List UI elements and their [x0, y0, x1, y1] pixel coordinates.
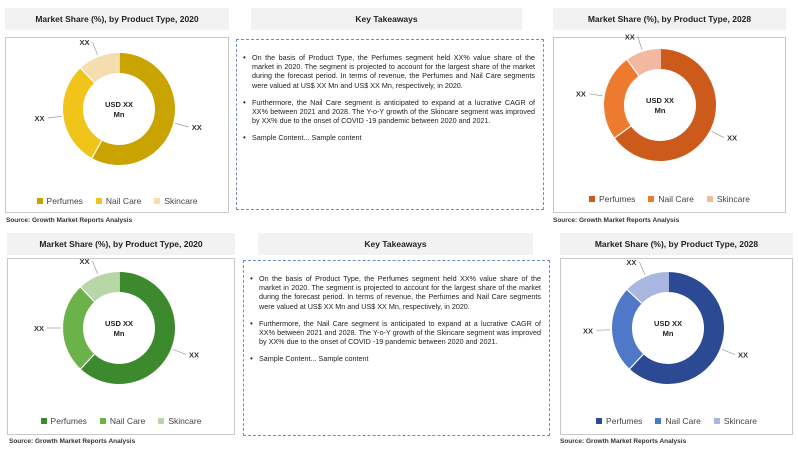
slice-value-label: XX	[737, 350, 748, 360]
chart-legend	[554, 194, 785, 204]
legend-swatch	[158, 418, 164, 424]
donut-chart-2028	[553, 32, 786, 213]
legend-item-perfumes	[589, 194, 635, 204]
donut-center-label: USD XX	[105, 319, 133, 328]
legend-label: Skincare	[723, 416, 757, 426]
slice-leader-line	[92, 42, 97, 55]
legend-label: Perfumes	[599, 194, 636, 204]
donut-slice-skincare	[633, 59, 660, 68]
takeaway-item: • On the basis of Product Type, the Perfumes segment held XX% value share of the market in 2020. The segment is projected to account for the largest share of the market during the forecast period. In terms of revenue, the Perfumes and Nail Care segments were valued at US$ XX Mn and US$ XX Mn, respectively, in 2020.	[250, 274, 541, 311]
legend-item-perfumes	[41, 416, 87, 426]
slice-leader-line	[175, 123, 189, 126]
donut-center-label: Mn	[662, 329, 674, 338]
slice-value-label: XX	[34, 114, 45, 124]
slice-leader-line	[722, 349, 735, 354]
donut-center-label: Mn	[113, 110, 125, 119]
legend-label: Nail Care	[105, 196, 142, 206]
key-takeaways-title: Key Takeaways	[258, 233, 533, 255]
slice-leader-line	[48, 116, 62, 118]
donut-chart-2020	[7, 258, 235, 435]
donut-slice-nail-care	[614, 68, 633, 132]
donut-slice-nail-care	[622, 297, 637, 362]
legend-label: Nail Care	[109, 416, 146, 426]
slice-value-label: XX	[79, 257, 90, 267]
donut-center-label: USD XX	[105, 100, 133, 109]
takeaway-item: • Furthermore, the Nail Care segment is anticipated to expand at a lucrative CAGR of XX% between 2021 and 2028. The Y-o-Y growth of the Skincare segment was improved by XX% due to the onset of COVID -19 pandemic between 2020 and 2021.	[250, 319, 541, 347]
takeaway-item: • On the basis of Product Type, the Perfumes segment held XX% value share of the market in 2020. The segment is projected to account for the largest share of the market during the forecast period. In terms of revenue, the Perfumes and Nail Care segments were valued at US$ XX Mn and US$ XX Mn, respectively, in 2020.	[243, 53, 535, 90]
legend-swatch	[96, 198, 102, 204]
legend-item-skincare	[158, 416, 201, 426]
chart-title-2020: Market Share (%), by Product Type, 2020	[5, 8, 229, 30]
donut-center-label: Mn	[113, 329, 125, 338]
donut-slice-skincare	[88, 63, 119, 75]
legend-swatch	[37, 198, 43, 204]
takeaway-list	[243, 53, 535, 143]
donut-center-label: Mn	[654, 106, 666, 115]
chart-title-2020: Market Share (%), by Product Type, 2020	[7, 233, 235, 255]
source-note: Source: Growth Market Reports Analysis	[6, 217, 133, 224]
legend-swatch	[648, 196, 654, 202]
source-note: Source: Growth Market Reports Analysis	[9, 438, 136, 445]
donut-center-label: USD XX	[654, 319, 682, 328]
legend-label: Nail Care	[665, 416, 701, 426]
donut-chart-2020	[5, 37, 229, 213]
legend-item-nail-care	[655, 416, 700, 426]
legend-label: Skincare	[168, 416, 202, 426]
legend-swatch	[154, 198, 160, 204]
slice-leader-line	[173, 349, 186, 354]
slice-value-label: XX	[583, 326, 594, 336]
donut-slice-skincare	[88, 282, 119, 294]
legend-label: Perfumes	[46, 196, 83, 206]
legend-item-skincare	[154, 196, 197, 206]
chart-legend	[6, 196, 228, 206]
legend-label: Nail Care	[658, 194, 694, 204]
donut-slice-nail-care	[73, 294, 88, 361]
chart-legend	[561, 416, 792, 426]
slice-value-label: XX	[727, 133, 738, 143]
legend-swatch	[596, 418, 602, 424]
donut-slice-skincare	[634, 282, 668, 297]
slice-value-label: XX	[33, 324, 44, 333]
takeaway-item: • Sample Content... Sample content	[243, 133, 535, 142]
legend-item-perfumes	[37, 196, 83, 206]
slice-value-label: XX	[79, 38, 90, 48]
chart-title-2028: Market Share (%), by Product Type, 2028	[560, 233, 793, 255]
key-takeaways-box	[236, 39, 544, 210]
key-takeaways-title: Key Takeaways	[251, 8, 522, 30]
donut-center-label: USD XX	[646, 96, 674, 105]
donut-svg	[8, 259, 236, 436]
legend-item-nail-care	[96, 196, 141, 206]
legend-item-skincare	[707, 194, 750, 204]
slice-leader-line	[589, 94, 603, 96]
takeaway-item: • Furthermore, the Nail Care segment is anticipated to expand at a lucrative CAGR of XX% between 2021 and 2028. The Y-o-Y growth of the Skincare segment was improved by XX% due to the onset of COVID -19 pandemic between 2020 and 2021.	[243, 98, 535, 126]
slice-leader-line	[92, 261, 97, 274]
slice-value-label: XX	[575, 89, 586, 99]
takeaway-list	[250, 274, 541, 364]
chart-legend	[8, 416, 234, 426]
legend-label: Perfumes	[606, 416, 643, 426]
legend-item-skincare	[714, 416, 757, 426]
donut-slice-perfumes	[97, 63, 165, 155]
slice-leader-line	[638, 37, 642, 50]
legend-label: Skincare	[716, 194, 750, 204]
legend-swatch	[707, 196, 713, 202]
legend-swatch	[589, 196, 595, 202]
source-note: Source: Growth Market Reports Analysis	[560, 438, 687, 445]
legend-swatch	[100, 418, 106, 424]
donut-svg	[561, 259, 794, 436]
donut-svg	[554, 32, 787, 214]
slice-value-label: XX	[626, 257, 637, 267]
donut-svg	[6, 38, 230, 214]
legend-item-nail-care	[648, 194, 693, 204]
slice-value-label: XX	[191, 122, 202, 132]
source-note: Source: Growth Market Reports Analysis	[553, 217, 680, 224]
legend-item-nail-care	[100, 416, 145, 426]
legend-swatch	[655, 418, 661, 424]
slice-leader-line	[712, 131, 724, 137]
slice-leader-line	[639, 262, 645, 275]
slice-value-label: XX	[624, 32, 635, 42]
legend-swatch	[714, 418, 720, 424]
legend-swatch	[41, 418, 47, 424]
legend-label: Skincare	[164, 196, 198, 206]
legend-item-perfumes	[596, 416, 642, 426]
donut-slice-nail-care	[73, 75, 97, 149]
takeaway-item: • Sample Content... Sample content	[250, 354, 541, 363]
donut-chart-2028	[560, 258, 793, 435]
slice-value-label: XX	[188, 350, 199, 360]
chart-title-2028: Market Share (%), by Product Type, 2028	[553, 8, 786, 30]
key-takeaways-box	[243, 260, 550, 436]
legend-label: Perfumes	[50, 416, 87, 426]
